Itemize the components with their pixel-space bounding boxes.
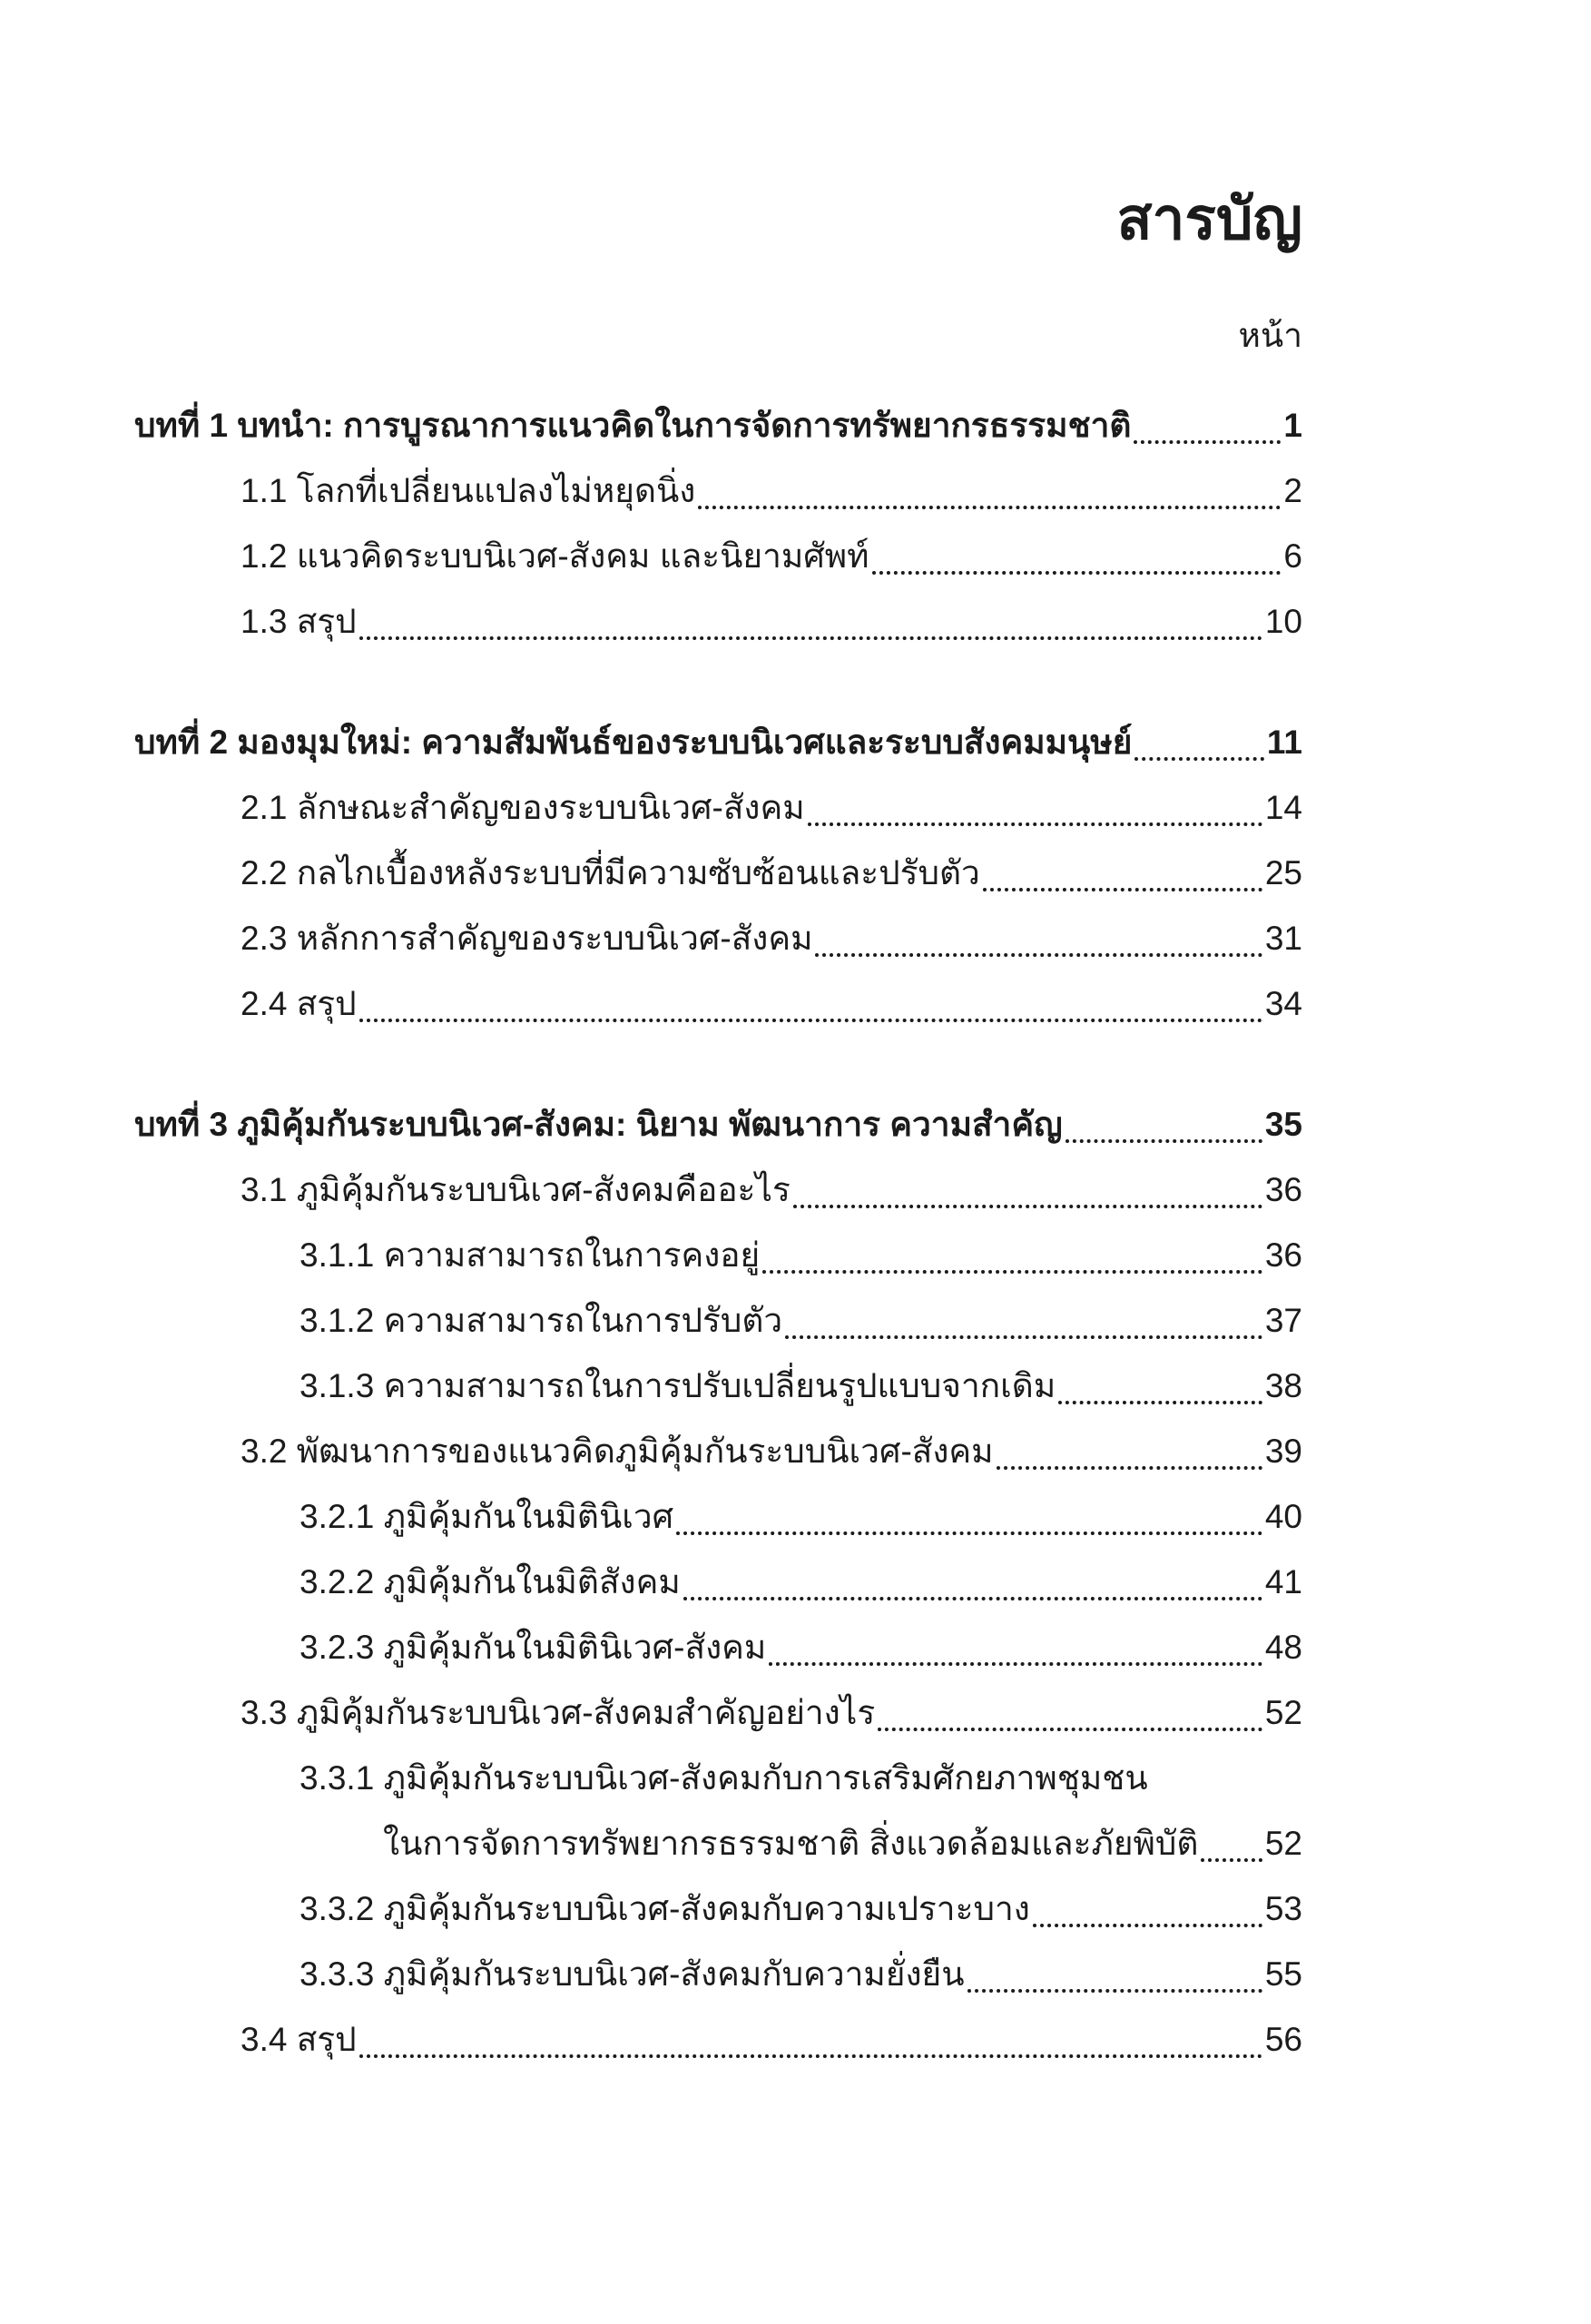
toc-entry-page: 1	[1283, 406, 1302, 444]
dotted-leader	[698, 506, 1281, 509]
toc-entry	[134, 775, 1302, 841]
toc-entry-label: บทที่ 2 มองมุมใหม่: ความสัมพันธ์ของระบบนิเวศและระบบสังคมมนุษย์	[134, 723, 1133, 761]
toc-entry-label: 3.3.3 ภูมิคุ้มกันระบบนิเวศ-สังคมกับความยั่งยืน	[300, 1955, 965, 1993]
dotted-leader	[359, 1019, 1262, 1022]
toc-entry	[134, 841, 1302, 906]
toc-entry-label: 3.3 ภูมิคุ้มกันระบบนิเวศ-สังคมสำคัญอย่างไร	[241, 1693, 876, 1731]
page-column-label: หน้า	[1238, 316, 1302, 354]
toc-entry	[134, 589, 1302, 655]
toc-entry-page: 48	[1264, 1628, 1302, 1666]
dotted-leader	[815, 953, 1262, 957]
toc-entry-page: 40	[1264, 1497, 1302, 1535]
toc-entry	[134, 1223, 1302, 1288]
toc-entry-label: 2.2 กลไกเบื้องหลังระบบที่มีความซับซ้อนและปรับตัว	[241, 853, 980, 891]
toc-entry-label: 3.4 สรุป	[241, 2020, 357, 2058]
toc-entry-label: บทที่ 1 บทนำ: การบูรณาการแนวคิดในการจัดการทรัพยากรธรรมชาติ	[134, 406, 1132, 444]
toc-entry-page: 36	[1264, 1236, 1302, 1274]
toc-entry	[134, 1876, 1302, 1942]
toc-entry	[134, 1157, 1302, 1223]
toc-entry-label: 1.3 สรุป	[241, 602, 357, 640]
toc-entry	[134, 971, 1302, 1037]
dotted-leader	[997, 1466, 1262, 1470]
toc-entry-label: 3.2 พัฒนาการของแนวคิดภูมิคุ้มกันระบบนิเวศ-สังคม	[241, 1432, 994, 1470]
toc-entry	[134, 906, 1302, 971]
toc-entry	[134, 1419, 1302, 1484]
dotted-leader	[872, 571, 1282, 575]
dotted-leader	[967, 1989, 1262, 1993]
toc-entry	[134, 1484, 1302, 1550]
toc-entry	[134, 1746, 1302, 1811]
toc-entry-page: 10	[1264, 602, 1302, 640]
toc-entry-label: 3.1.2 ความสามารถในการปรับตัว	[300, 1301, 783, 1339]
toc-entry	[134, 458, 1302, 524]
toc-entry-page: 38	[1264, 1366, 1302, 1404]
toc-entry-page: 39	[1264, 1432, 1302, 1470]
toc-entry-label: ในการจัดการทรัพยากรธรรมชาติ สิ่งแวดล้อมและภัยพิบัติ	[383, 1824, 1199, 1862]
dotted-leader	[1134, 440, 1281, 444]
toc-entry	[134, 1615, 1302, 1680]
toc-entry-label: 1.2 แนวคิดระบบนิเวศ-สังคม และนิยามศัพท์	[241, 537, 869, 575]
dotted-leader	[1033, 1924, 1262, 1927]
toc-entry	[134, 2007, 1302, 2073]
toc-entry-page: 52	[1264, 1824, 1302, 1862]
toc-entry-page: 55	[1264, 1955, 1302, 1993]
toc-entry-label: 3.1.3 ความสามารถในการปรับเปลี่ยนรูปแบบจากเดิม	[300, 1366, 1056, 1404]
toc-entry-page: 35	[1264, 1105, 1302, 1143]
dotted-leader	[1066, 1139, 1262, 1143]
toc-entry-label: 3.3.1 ภูมิคุ้มกันระบบนิเวศ-สังคมกับการเสริมศักยภาพชุมชน	[300, 1758, 1148, 1797]
dotted-leader	[1201, 1858, 1262, 1862]
toc-entry-page: 37	[1264, 1301, 1302, 1339]
dotted-leader	[683, 1597, 1262, 1600]
dotted-leader	[793, 1205, 1262, 1208]
dotted-leader	[983, 888, 1262, 891]
toc-entry-label: 3.2.2 ภูมิคุ้มกันในมิติสังคม	[300, 1562, 681, 1600]
toc-entry-label: 2.1 ลักษณะสำคัญของระบบนิเวศ-สังคม	[241, 788, 805, 826]
toc-entry	[134, 1811, 1302, 1876]
dotted-leader	[1058, 1401, 1262, 1404]
toc-entry-label: บทที่ 3 ภูมิคุ้มกันระบบนิเวศ-สังคม: นิยาม พัฒนาการ ความสำคัญ	[134, 1105, 1063, 1143]
toc-entry-page: 25	[1264, 853, 1302, 891]
toc-entry	[134, 1942, 1302, 2007]
toc-entry-label: 3.2.1 ภูมิคุ้มกันในมิตินิเวศ	[300, 1497, 674, 1535]
toc-entry-page: 14	[1264, 788, 1302, 826]
page-title: สารบัญ	[1116, 186, 1302, 251]
toc-entry	[134, 1354, 1302, 1419]
toc-entry-page: 41	[1264, 1562, 1302, 1600]
toc-entry	[134, 1288, 1302, 1354]
toc-entry-label: 3.1.1 ความสามารถในการคงอยู่	[300, 1236, 761, 1274]
toc-entry-page: 31	[1264, 919, 1302, 957]
dotted-leader	[1134, 757, 1263, 761]
toc-entry-page: 36	[1264, 1170, 1302, 1208]
dotted-leader	[359, 2054, 1262, 2058]
toc-entry-page: 34	[1264, 984, 1302, 1022]
toc-entry-page: 52	[1264, 1693, 1302, 1731]
dotted-leader	[762, 1270, 1262, 1274]
toc-entry-page: 2	[1283, 471, 1302, 509]
toc-entry-page: 56	[1264, 2020, 1302, 2058]
toc-entry	[134, 1550, 1302, 1615]
toc-entry	[134, 524, 1302, 589]
toc-entry-label: 1.1 โลกที่เปลี่ยนแปลงไม่หยุดนิ่ง	[241, 471, 696, 509]
toc-entry	[134, 1092, 1302, 1157]
dotted-leader	[808, 822, 1262, 826]
toc-entry-label: 3.1 ภูมิคุ้มกันระบบนิเวศ-สังคมคืออะไร	[241, 1170, 791, 1208]
toc-entry-label: 2.4 สรุป	[241, 984, 357, 1022]
toc-entry	[134, 393, 1302, 458]
toc-entry-page: 11	[1266, 723, 1302, 761]
toc-entry	[134, 710, 1302, 775]
toc-list	[134, 393, 1302, 2073]
dotted-leader	[785, 1335, 1262, 1339]
dotted-leader	[676, 1531, 1262, 1535]
toc-entry-label: 3.3.2 ภูมิคุ้มกันระบบนิเวศ-สังคมกับความเปราะบาง	[300, 1889, 1030, 1927]
toc-content	[134, 0, 1302, 2073]
toc-entry-page: 53	[1264, 1889, 1302, 1927]
toc-entry	[134, 1680, 1302, 1746]
toc-entry-page: 6	[1283, 537, 1302, 575]
dotted-leader	[359, 636, 1262, 640]
toc-entry-label: 2.3 หลักการสำคัญของระบบนิเวศ-สังคม	[241, 919, 813, 957]
dotted-leader	[878, 1728, 1262, 1731]
dotted-leader	[769, 1662, 1262, 1666]
toc-entry-label: 3.2.3 ภูมิคุ้มกันในมิตินิเวศ-สังคม	[300, 1628, 767, 1666]
